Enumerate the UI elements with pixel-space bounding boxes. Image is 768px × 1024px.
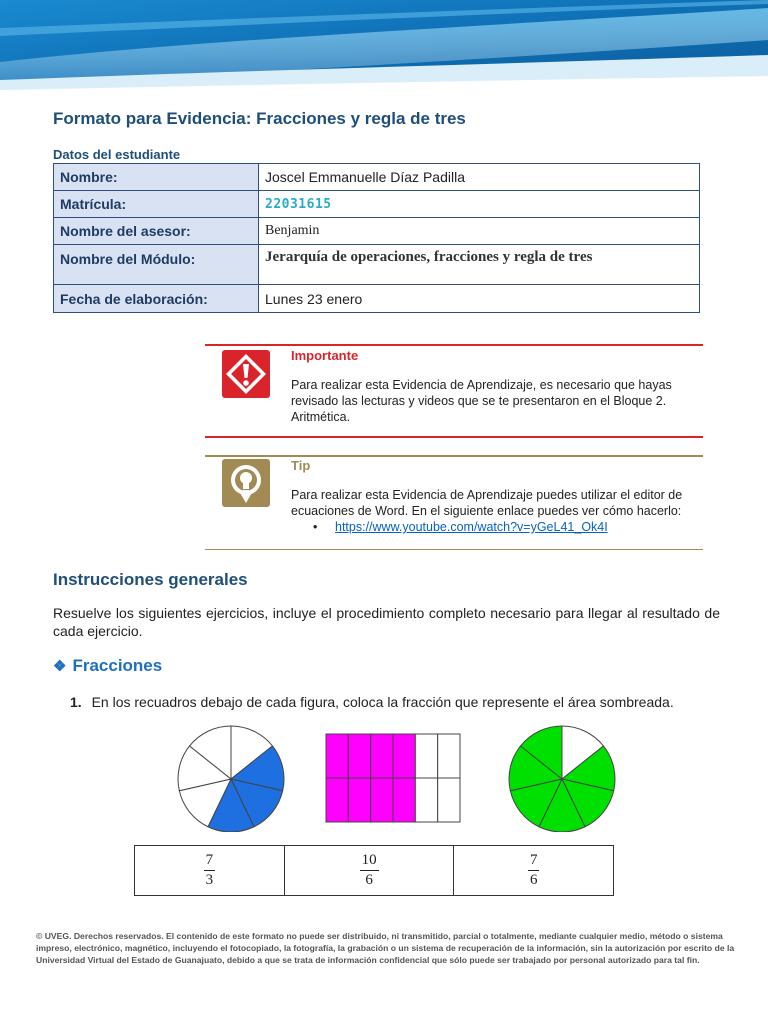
important-top-rule	[205, 344, 703, 346]
name-label: Nombre:	[54, 164, 259, 191]
youtube-link[interactable]: https://www.youtube.com/watch?v=yGeL41_Ok4I	[335, 520, 608, 534]
tip-box	[205, 455, 703, 553]
tip-top-rule	[205, 455, 703, 457]
copyright-footer: © UVEG. Derechos reservados. El contenido de este formato no puede ser distribuido, ni transmitido, parcial o totalmente, mediante cualquier medio, método o sistema impreso, electrónico, magnético, incluyendo el fotocopiado, la fotografía, la grabación o un sistema de recuperación de la información, sin la autorización por escrito de la Universidad Virtual del Estado de Guanajuato, debido a que se trata de información confidencial que sólo puede ser trabajado por personal autorizado para tal fin.	[36, 931, 735, 965]
question-number: 1.	[70, 694, 82, 710]
fraction-1: $\frac{7}{3}$	[205, 852, 214, 888]
name-value: Joscel Emmanuelle Díaz Padilla	[259, 164, 700, 191]
grid-cell	[348, 778, 370, 822]
grid-cell	[415, 734, 437, 778]
grid-cell	[348, 734, 370, 778]
tip-link-item	[313, 520, 608, 534]
date-value: Lunes 23 enero	[259, 285, 700, 313]
answer-cell-2[interactable]	[284, 846, 454, 896]
grid-cell	[438, 734, 460, 778]
important-bottom-rule	[205, 436, 703, 438]
grid-cell	[326, 778, 348, 822]
warning-icon	[222, 350, 270, 398]
answer-cell-3[interactable]	[454, 846, 614, 896]
student-section-heading: Datos del estudiante	[53, 147, 181, 162]
tip-heading: Tip	[291, 458, 311, 473]
grid-cell	[438, 778, 460, 822]
important-heading: Importante	[291, 348, 359, 363]
circle-figure-1	[178, 726, 284, 832]
module-value: Jerarquía de operaciones, fracciones y regla de tres	[259, 245, 700, 285]
grid-cell	[326, 734, 348, 778]
grid-cell	[371, 734, 393, 778]
grid-cell	[393, 778, 415, 822]
diamond-bullet-icon: ❖	[53, 658, 67, 675]
lightbulb-icon	[222, 459, 270, 507]
advisor-label: Nombre del asesor:	[54, 218, 259, 245]
header-banner	[0, 0, 768, 96]
question-1	[70, 694, 674, 710]
enrollment-label: Matrícula:	[54, 191, 259, 218]
circle-figure-2	[509, 726, 615, 832]
fraction-figures	[0, 722, 768, 832]
module-label: Nombre del Módulo:	[54, 245, 259, 285]
rectangle-figure	[326, 734, 460, 822]
important-text: Para realizar esta Evidencia de Aprendizaje, es necesario que hayas revisado las lecturas y videos que se te presentaron en el Bloque 2. Aritmética.	[291, 378, 672, 424]
answer-cell-1[interactable]	[135, 846, 285, 896]
grid-cell	[371, 778, 393, 822]
table-row	[54, 285, 700, 313]
date-label: Fecha de elaboración:	[54, 285, 259, 313]
tip-bottom-rule	[205, 549, 703, 550]
page-title: Formato para Evidencia: Fracciones y regla de tres	[53, 109, 466, 128]
grid-cell	[415, 778, 437, 822]
question-text: En los recuadros debajo de cada figura, coloca la fracción que represente el área sombreada.	[91, 694, 674, 710]
important-box	[205, 344, 703, 440]
table-row	[54, 164, 700, 191]
answers-table	[134, 845, 614, 896]
table-row	[54, 218, 700, 245]
section-title: Fracciones	[72, 656, 163, 675]
fraction-3: $\frac{7}{6}$	[529, 852, 538, 888]
bullet-icon: •	[313, 520, 318, 534]
grid-cell	[393, 734, 415, 778]
instructions-text: Resuelve los siguientes ejercicios, incluye el procedimiento completo necesario para llegar al resultado de cada ejercicio.	[53, 605, 720, 639]
tip-text: Para realizar esta Evidencia de Aprendizaje puedes utilizar el editor de ecuaciones de Word. En el siguiente enlace puedes ver cómo hacerlo:	[291, 488, 683, 518]
student-data-table	[53, 163, 700, 313]
section-heading	[53, 656, 162, 676]
fraction-2: $\frac{10}{6}$	[361, 852, 377, 888]
table-row	[54, 191, 700, 218]
table-row	[54, 245, 700, 285]
instructions-heading: Instrucciones generales	[53, 570, 248, 589]
enrollment-value: 22031615	[259, 191, 700, 218]
advisor-value: Benjamin	[259, 218, 700, 245]
